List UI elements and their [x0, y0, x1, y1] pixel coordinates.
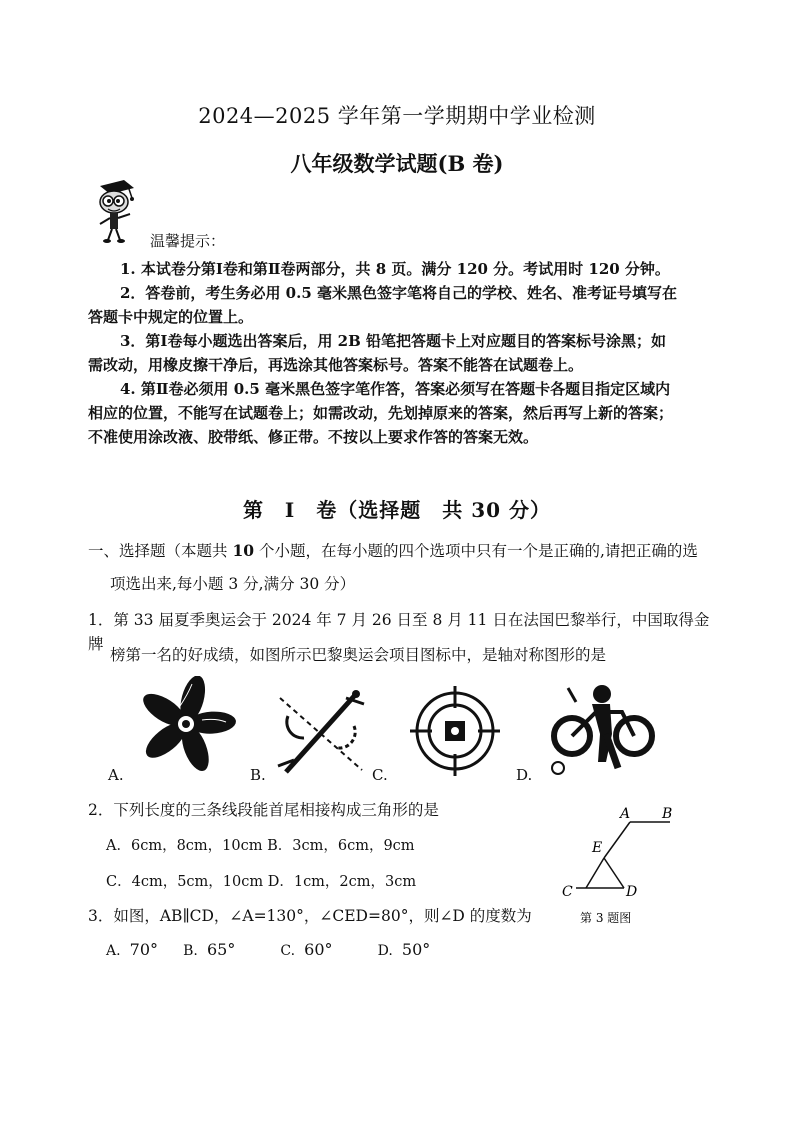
- exam-title: 2024—2025 学年第一学期期中学业检测: [198, 104, 596, 128]
- part-line1-rest: 个小题，在每小题的四个选项中只有一个是正确的,请把正确的选: [254, 542, 698, 560]
- notice-block: [88, 257, 710, 449]
- q3-option-c-letter: C.: [280, 943, 296, 959]
- pinwheel-icon: [130, 676, 245, 776]
- label-d: D: [626, 884, 638, 900]
- q1-option-a: A.: [108, 766, 124, 784]
- notice-line: 1. 本试卷分第Ⅰ卷和第Ⅱ卷两部分，共 8 页。满分 120 分。考试用时 120 分钟。: [120, 260, 670, 278]
- notice-line: 相应的位置，不能写在试题卷上；如需改动，先划掉原来的答案，然后再写上新的答案；: [88, 404, 674, 422]
- q2-options-ab: A．6cm，8cm，10cm B．3cm，6cm，9cm: [106, 838, 415, 854]
- q3-option-b-value: 65°: [206, 940, 236, 959]
- label-a: A: [620, 806, 631, 822]
- notice-line: 4. 第Ⅱ卷必须用 0.5 毫米黑色签字笔作答，答案必须写在答题卡各题目指定区域内: [120, 380, 671, 398]
- q3-option-a-letter: A.: [106, 943, 121, 959]
- q3-stem: 3．如图，AB∥CD，∠A=130°，∠CED=80°，则∠D 的度数为: [88, 907, 532, 925]
- q3-figure: [556, 800, 690, 932]
- label-b: B: [662, 806, 673, 822]
- tips-label: 温馨提示：: [150, 232, 226, 250]
- q3-option-d-letter: D.: [377, 943, 393, 959]
- part-instructions: [88, 539, 718, 563]
- section-heading: 第 Ⅰ 卷（选择题 共 30 分）: [242, 498, 552, 522]
- q1-option-d: D.: [516, 766, 533, 784]
- mascot-icon: [88, 178, 144, 244]
- label-e: E: [592, 840, 603, 856]
- notice-line: 答题卡中规定的位置上。: [88, 308, 254, 326]
- archery-target-icon: [408, 684, 502, 778]
- notice-line: 不准使用涂改液、胶带纸、修正带。不按以上要求作答的答案无效。: [88, 428, 539, 446]
- q3-option-a-value: 70°: [129, 940, 159, 959]
- q3-option-b-letter: B.: [183, 943, 198, 959]
- part-line1-prefix: 一、选择题（本题共: [88, 542, 233, 560]
- figure-caption: 第 3 题图: [580, 911, 632, 925]
- notice-line: 3．第Ⅰ卷每小题选出答案后，用 2B 铅笔把答题卡上对应题目的答案标号涂黑；如: [120, 332, 667, 350]
- q2-options-cd: C．4cm，5cm，10cm D．1cm，2cm，3cm: [106, 874, 417, 890]
- exam-subtitle: 八年级数学试题(B 卷): [290, 151, 504, 176]
- notice-line: 2．答卷前，考生务必用 0.5 毫米黑色签字笔将自己的学校、姓名、准考证号填写在: [120, 284, 677, 302]
- q1-option-b: B.: [250, 766, 266, 784]
- q1-line2: 榜第一名的好成绩，如图所示巴黎奥运会项目图标中，是轴对称图形的是: [110, 646, 607, 664]
- crossed-swords-icon: [268, 686, 374, 778]
- label-c: C: [562, 884, 573, 900]
- q3-option-d-value: 50°: [401, 940, 431, 959]
- q1-option-c: C.: [372, 766, 388, 784]
- part-line1-count: 10: [232, 541, 255, 560]
- q3-options: [106, 940, 466, 959]
- q3-option-c-value: 60°: [304, 940, 333, 959]
- notice-line: 需改动，用橡皮擦干净后，再选涂其他答案标号。答案不能答在试题卷上。: [88, 356, 584, 374]
- part-line2: 项选出来,每小题 3 分,满分 30 分）: [110, 575, 356, 593]
- cyclist-icon: [548, 682, 660, 778]
- q1-line1: 1．第 33 届夏季奥运会于 2024 年 7 月 26 日至 8 月 11 日在法国巴黎举行，中国取得金牌: [88, 611, 710, 653]
- q2-stem: 2．下列长度的三条线段能首尾相接构成三角形的是: [88, 801, 439, 819]
